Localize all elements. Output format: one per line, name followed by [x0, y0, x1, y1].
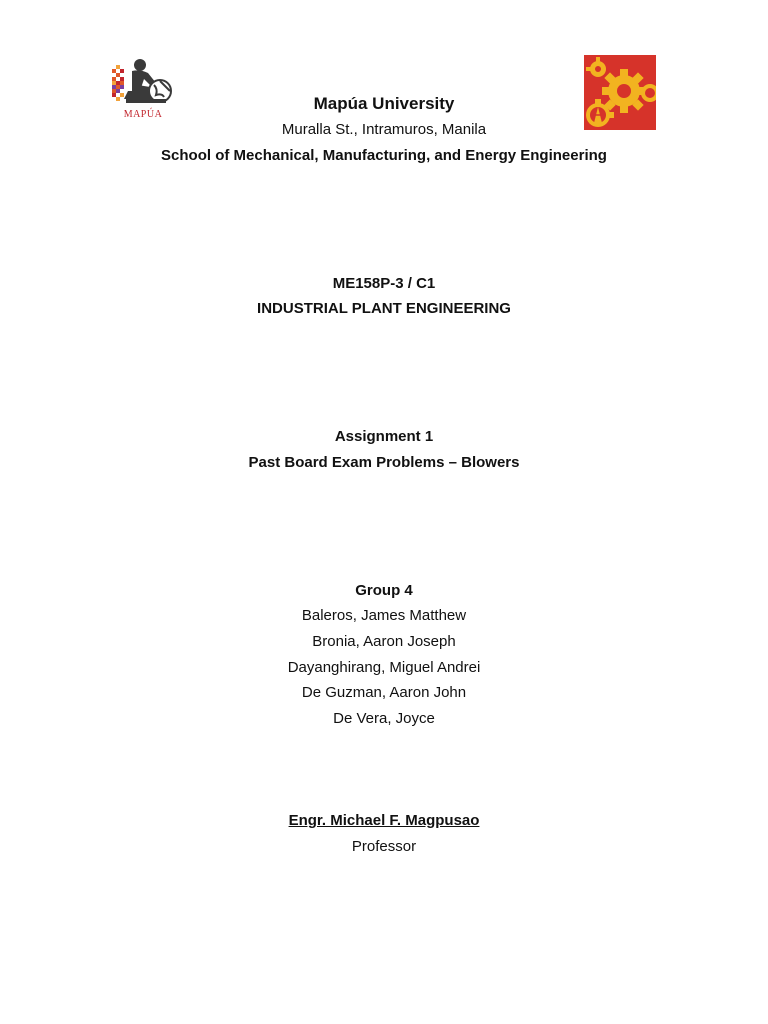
course-title: INDUSTRIAL PLANT ENGINEERING [257, 300, 511, 317]
group-title: Group 4 [355, 582, 413, 599]
course-code: ME158P-3 / C1 [332, 275, 436, 292]
professor-name: Engr. Michael F. Magpusao [288, 812, 480, 829]
professor-role: Professor [351, 838, 417, 855]
school-name: School of Mechanical, Manufacturing, and Energy Engineering [161, 147, 607, 164]
group-member: De Vera, Joyce [333, 710, 435, 727]
group-member: Baleros, James Matthew [301, 607, 467, 624]
logo-wordmark: MAPÚA [123, 109, 163, 120]
cog-seal-icon [584, 55, 656, 130]
assignment-title: Assignment 1 [334, 428, 434, 445]
group-member: De Guzman, Aaron John [301, 684, 467, 701]
professor-name-wrapper [0, 812, 768, 830]
university-name: Mapúa University [313, 94, 455, 113]
group-member: Dayanghirang, Miguel Andrei [287, 659, 481, 676]
assignment-subtitle: Past Board Exam Problems – Blowers [248, 454, 520, 471]
mapua-logo [110, 57, 176, 127]
university-address: Muralla St., Intramuros, Manila [281, 121, 487, 138]
group-member: Bronia, Aaron Joseph [312, 633, 456, 650]
cog-seal [584, 55, 656, 130]
